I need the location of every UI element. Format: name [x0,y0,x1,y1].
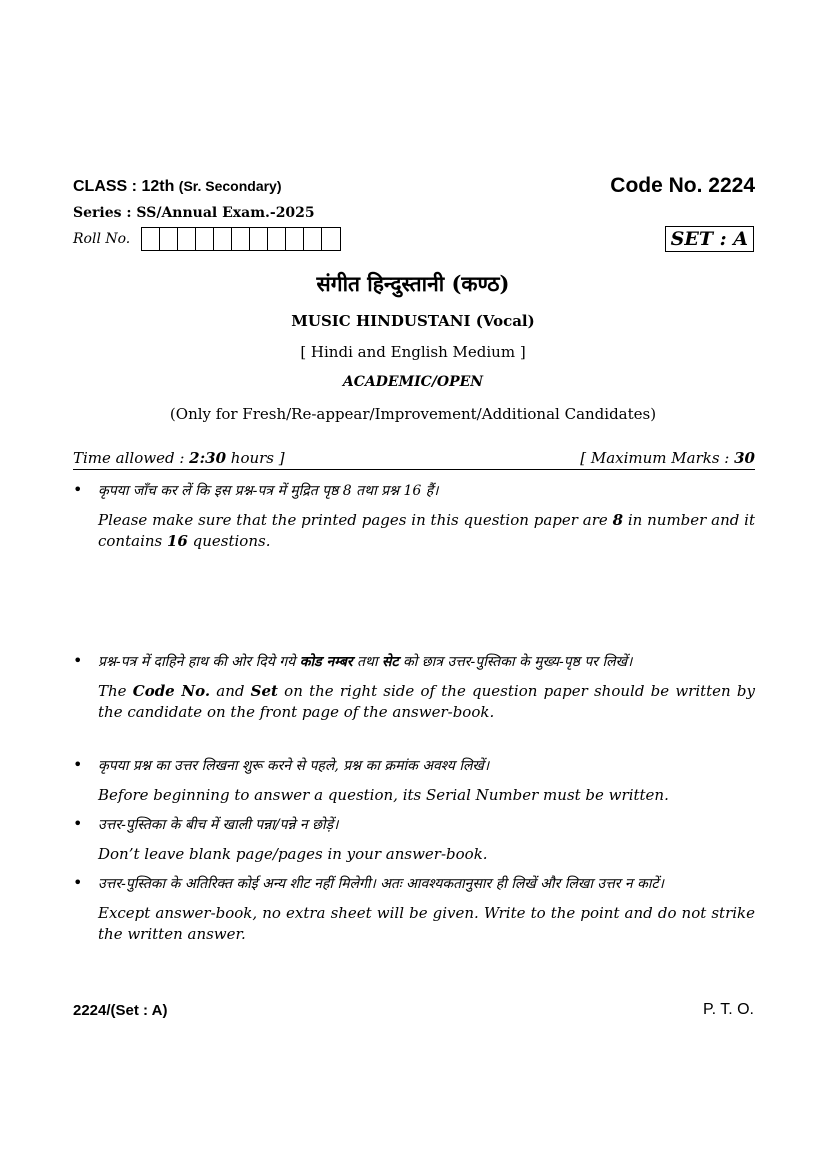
category-label: ACADEMIC/OPEN [342,374,484,390]
bullet-icon: • [73,814,83,833]
roll-box[interactable] [322,228,340,250]
instruction-hindi: प्रश्न-पत्र में दाहिने हाथ की ओर दिये गये कोड नम्बर तथा सेट को छात्र उत्तर-पुस्तिका के मुख्य-पृष्ठ पर लिखें। [98,654,633,670]
series-line: Series : SS/Annual Exam.-2025 [73,205,315,221]
instruction-item [73,873,755,945]
bullet-icon: • [73,873,83,892]
footer-code: 2224/(Set : A) [73,1002,168,1019]
class-sub: (Sr. Secondary) [178,178,282,194]
roll-box[interactable] [142,228,160,250]
roll-box[interactable] [250,228,268,250]
roll-box[interactable] [232,228,250,250]
roll-no-boxes[interactable] [141,227,341,251]
class-line [73,178,282,196]
footer-pto: P. T. O. [703,1001,754,1018]
roll-no-label: Roll No. [73,231,131,247]
instruction-english: Please make sure that the printed pages in this question paper are 8 in number and it contains 16 questions. [98,511,755,550]
instruction-hindi: कृपया प्रश्न का उत्तर लिखना शुरू करने से पहले, प्रश्न का क्रमांक अवश्य लिखें। [98,758,490,774]
medium-note: [ Hindi and English Medium ] [300,343,526,361]
title-english: MUSIC HINDUSTANI (Vocal) [291,312,535,330]
time-allowed: Time allowed : 2:30 hours ] [73,449,285,467]
maximum-marks: [ Maximum Marks : 30 [580,449,755,467]
roll-box[interactable] [214,228,232,250]
roll-box[interactable] [178,228,196,250]
roll-box[interactable] [304,228,322,250]
instruction-english: Except answer-book, no extra sheet will be given. Write to the point and do not strike the written answer. [98,904,755,943]
code-number: Code No. 2224 [610,174,755,197]
instruction-item [73,480,755,552]
instruction-item [73,755,755,806]
candidates-note: (Only for Fresh/Re-appear/Improvement/Additional Candidates) [169,405,657,423]
roll-box[interactable] [286,228,304,250]
bullet-icon: • [73,480,83,499]
instruction-hindi: उत्तर-पुस्तिका के बीच में खाली पन्ना/पन्ने न छोड़ें। [98,817,339,833]
instruction-hindi: कृपया जाँच कर लें कि इस प्रश्न-पत्र में मुद्रित पृष्ठ 8 तथा प्रश्न 16 हैं। [98,483,439,499]
roll-box[interactable] [196,228,214,250]
instruction-item [73,814,755,865]
instruction-item [73,651,755,723]
instruction-hindi: उत्तर-पुस्तिका के अतिरिक्त कोई अन्य शीट नहीं मिलेगी। अतः आवश्यकतानुसार ही लिखें और लिखा उत्तर न काटें। [98,876,664,892]
bullet-icon: • [73,651,83,670]
instruction-english: Before beginning to answer a question, its Serial Number must be written. [98,786,669,804]
title-hindi: संगीत हिन्दुस्तानी (कण्ठ) [316,271,510,296]
roll-box[interactable] [268,228,286,250]
instruction-english: Don’t leave blank page/pages in your answer-book. [98,845,488,863]
roll-box[interactable] [160,228,178,250]
time-marks-row [73,449,755,470]
bullet-icon: • [73,755,83,774]
class-main: CLASS : 12th [73,178,175,195]
instruction-english: The Code No. and Set on the right side of the question paper should be written by the candidate on the front page of the answer-book. [98,682,755,721]
set-badge: SET : A [665,226,754,252]
